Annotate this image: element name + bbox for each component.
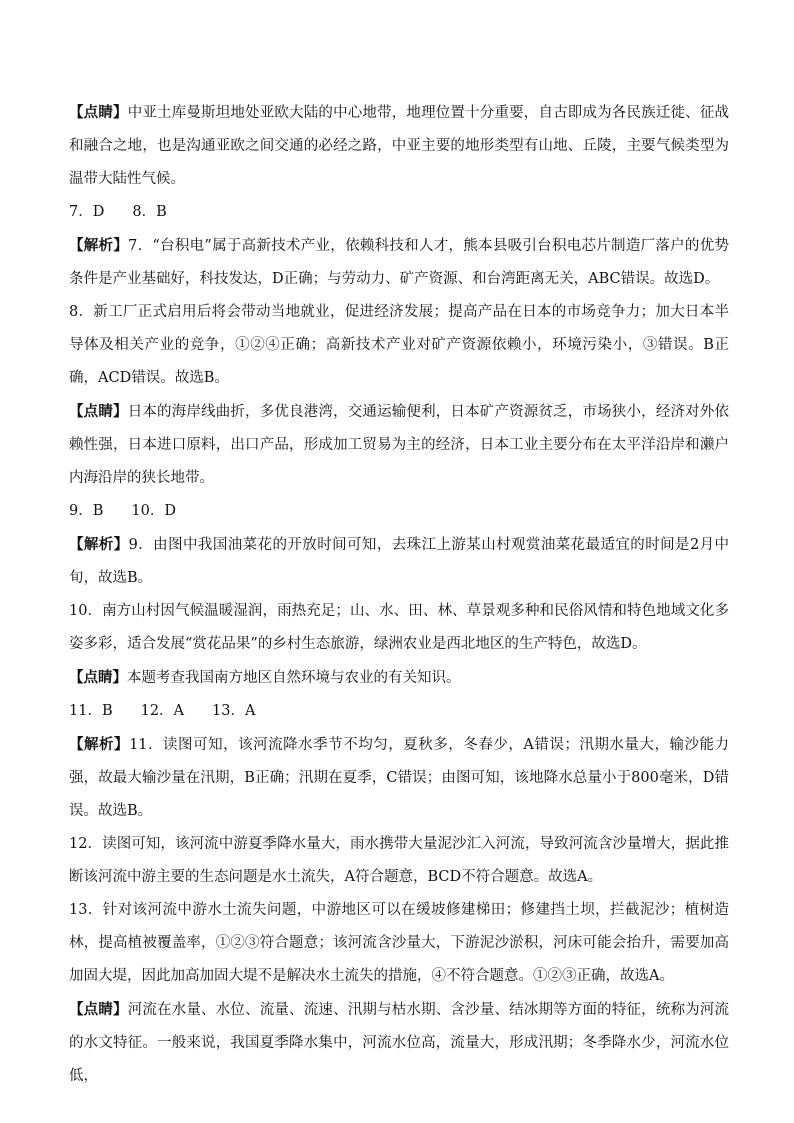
- answer-10: 10．D: [131, 503, 176, 519]
- note-tag: 【点睛】: [69, 1001, 128, 1018]
- analysis-paragraph-13: 13．针对该河流中游水土流失问题，中游地区可以在缓坡修建梯田；修建挡土坝，拦截泥沙；植树造林，提高植被覆盖率，①②③符合题意；该河流含沙量大，下游泥沙淤积，河床可能会抬升，需要加高加固大堤，因此加高加固大堤不是解决水土流失的措施，④不符合题意。①②③正确，故选A。: [69, 902, 729, 984]
- note-paragraph-2: [69, 395, 729, 495]
- note-text: 日本的海岸线曲折，多优良港湾，交通运输便利，日本矿产资源贫乏，市场狭小，经济对外依赖性强，日本进口原料，出口产品，形成加工贸易为主的经济，日本工业主要分布在太平洋沿岸和濑户内海沿岸的狭长地带。: [69, 404, 730, 486]
- answer-7: 7．D: [69, 204, 105, 220]
- analysis-paragraph-12: 12．读图可知，该河流中游夏季降水量大，雨水携带大量泥沙汇入河流，导致河流含沙量增大，据此推断该河流中游主要的生态问题是水土流失，A符合题意，BCD不符合题意。故选A。: [69, 836, 729, 885]
- document-content: [69, 96, 729, 1093]
- note-text: 中亚土库曼斯坦地处亚欧大陆的中心地带，地理位置十分重要，自古即成为各民族迁徙、征战和融合之地，也是沟通亚欧之间交通的必经之路，中亚主要的地形类型有山地、丘陵，主要气候类型为温带大陆性气候。: [69, 105, 730, 187]
- analysis-paragraph-10: 10．南方山村因气候温暖湿润，雨热充足；山、水、田、林、草景观多种和民俗风情和特色地域文化多姿多彩，适合发展“赏花品果”的乡村生态旅游，绿洲农业是西北地区的生产特色，故选D。: [69, 603, 729, 652]
- note-paragraph-3: [69, 661, 729, 695]
- analysis-text: 11．读图可知，该河流降水季节不均匀，夏秋多，冬春少，A错误；汛期水量大，输沙能力强，故最大输沙量在汛期，B正确；汛期在夏季，C错误；由图可知，该地降水总量小于800毫米，D错误。故选B。: [69, 737, 730, 819]
- note-text: 河流在水量、水位、流量、流速、汛期与枯水期、含沙量、结冰期等方面的特征，统称为河流的水文特征。一般来说，我国夏季降水集中，河流水位高，流量大，形成汛期；冬季降水少，河流水位低，: [69, 1002, 730, 1084]
- analysis-text: 9．由图中我国油菜花的开放时间可知，去珠江上游某山村观赏油菜花最适宜的时间是2月中旬，故选B。: [69, 537, 729, 586]
- answer-12: 12．A: [140, 703, 185, 719]
- note-tag: 【点睛】: [69, 403, 128, 420]
- note-tag: 【点睛】: [69, 104, 128, 121]
- note-tag: 【点睛】: [69, 669, 127, 686]
- analysis-tag: 【解析】: [69, 536, 129, 553]
- answer-line-9-10: [69, 495, 729, 528]
- answer-9: 9．B: [69, 503, 104, 519]
- analysis-text: 7．“台积电”属于高新技术产业，依赖科技和人才，熊本县吸引台积电芯片制造厂落户的优势条件是产业基础好，科技发达，D正确；与劳动力、矿产资源、和台湾距离无关，ABC错误。故选D。: [69, 238, 729, 287]
- analysis-paragraph-9: [69, 528, 729, 595]
- analysis-paragraph-11: [69, 728, 729, 828]
- analysis-paragraph-8: 8．新工厂正式启用后将会带动当地就业，促进经济发展；提高产品在日本的市场竞争力；加大日本半导体及相关产业的竞争，①②④正确；高新技术产业对矿产资源依赖小，环境污染小，③错误。B正确，ACD错误。故选B。: [69, 304, 729, 386]
- analysis-tag: 【解析】: [69, 237, 129, 254]
- note-text: 本题考查我国南方地区自然环境与农业的有关知识。: [127, 670, 461, 686]
- answer-line-11-13: [69, 695, 729, 728]
- analysis-tag: 【解析】: [69, 736, 130, 753]
- analysis-paragraph-7: [69, 229, 729, 296]
- answer-13: 13．A: [212, 703, 256, 719]
- note-paragraph-1: [69, 96, 729, 196]
- answer-8: 8．B: [132, 204, 167, 220]
- note-paragraph-4: [69, 993, 729, 1093]
- answer-11: 11．B: [69, 703, 113, 719]
- answer-line-7-8: [69, 196, 729, 229]
